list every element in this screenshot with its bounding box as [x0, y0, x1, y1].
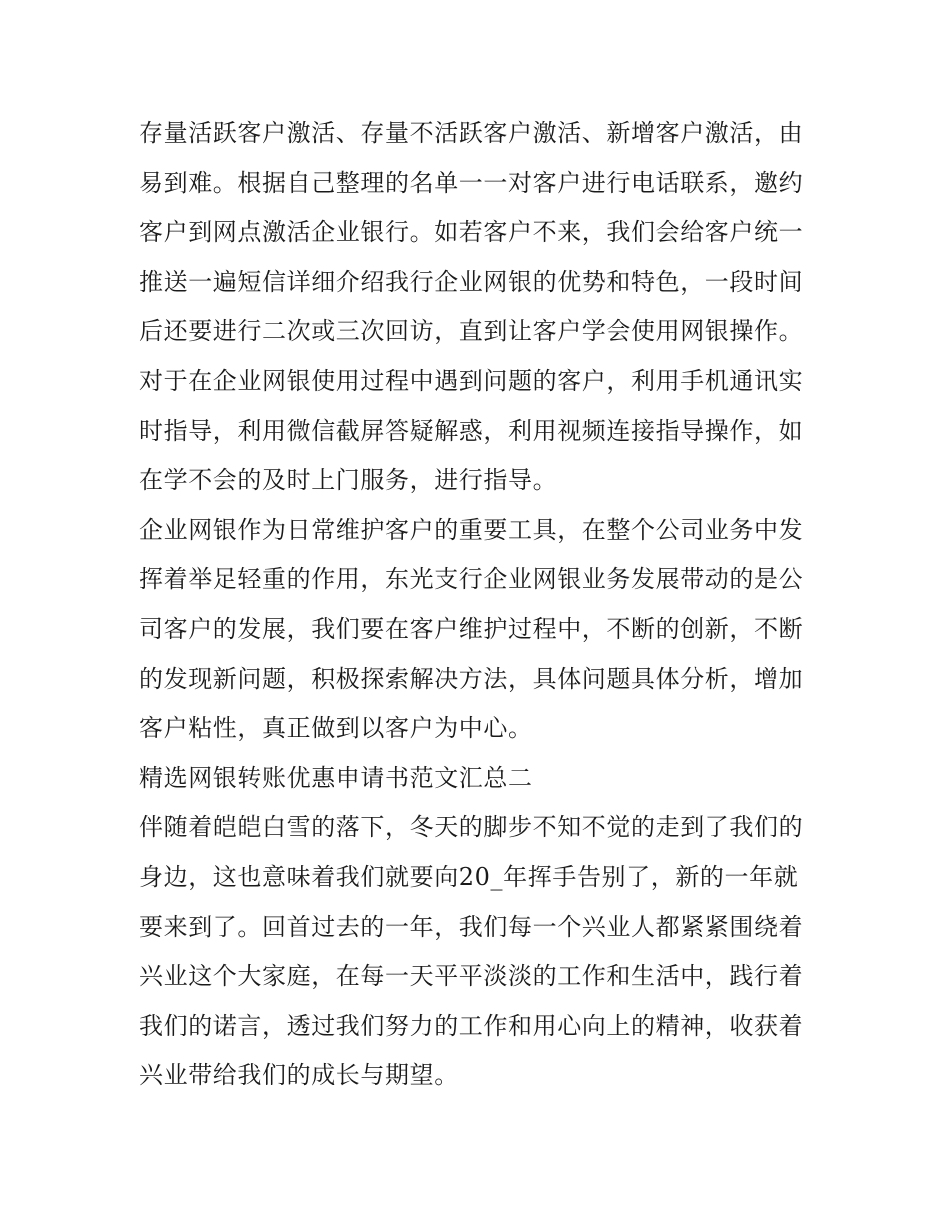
text-line: 兴业带给我们的成长与期望。 — [139, 1061, 459, 1090]
text-line: 伴随着皑皑白雪的落下，冬天的脚步不知不觉的走到了我们的 — [139, 813, 804, 842]
text-line: 存量活跃客户激活、存量不活跃客户激活、新增客户激活，由 — [139, 119, 804, 147]
text-line: 推送一遍短信详细介绍我行企业网银的优势和特色，一段时间 — [139, 267, 804, 296]
text-line: 要来到了。回首过去的一年，我们每一个兴业人都紧紧围绕着 — [139, 912, 804, 941]
text-line: 后还要进行二次或三次回访，直到让客户学会使用网银操作。 — [139, 317, 804, 346]
text-line: 对于在企业网银使用过程中遇到问题的客户，利用手机通讯实 — [139, 366, 804, 395]
text-line: 的发现新问题，积极探索解决方法，具体问题具体分析，增加 — [139, 664, 804, 693]
text-line: 企业网银作为日常维护客户的重要工具，在整个公司业务中发 — [139, 515, 804, 544]
text-line: 时指导，利用微信截屏答疑解惑，利用视频连接指导操作，如 — [139, 416, 804, 445]
text-line: 兴业这个大家庭，在每一天平平淡淡的工作和生活中，践行着 — [139, 962, 804, 991]
text-line: 挥着举足轻重的作用，东光支行企业网银业务发展带动的是公 — [139, 565, 804, 594]
text-line: 我们的诺言，透过我们努力的工作和用心向上的精神，收获着 — [139, 1011, 804, 1040]
text-line: 司客户的发展，我们要在客户维护过程中，不断的创新，不断 — [139, 614, 804, 643]
document-body — [139, 109, 829, 1101]
text-line: 易到难。根据自己整理的名单一一对客户进行电话联系，邀约 — [139, 168, 804, 197]
text-line: 在学不会的及时上门服务，进行指导。 — [139, 466, 558, 495]
section-heading: 精选网银转账优惠申请书范文汇总二 — [139, 763, 533, 792]
text-line: 身边，这也意味着我们就要向20_年挥手告别了，新的一年就 — [139, 862, 799, 891]
text-line: 客户粘性，真正做到以客户为中心。 — [139, 714, 533, 743]
text-line: 客户到网点激活企业银行。如若客户不来，我们会给客户统一 — [139, 218, 804, 247]
